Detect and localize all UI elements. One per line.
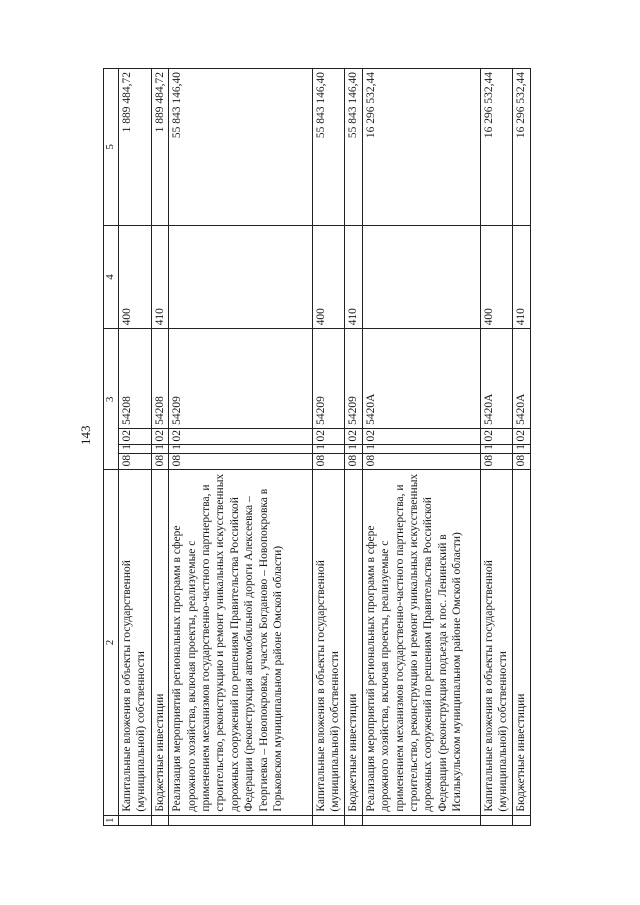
code-part-2: 1 — [151, 445, 169, 453]
code-part-2: 1 — [362, 445, 480, 453]
row-name: Капитальные вложения в объекты государственной (муниципальной) собственности — [312, 470, 345, 815]
row-name: Бюджетные инвестиции — [151, 470, 169, 815]
row-index-cell — [513, 815, 531, 825]
expense-type: 400 — [312, 225, 345, 329]
table-row — [312, 69, 345, 826]
code-part-1: 08 — [362, 453, 480, 470]
row-index-cell — [119, 815, 152, 825]
code-part-3: 02 — [480, 428, 513, 445]
table-row — [345, 69, 363, 826]
sum-value: 16 296 532,44 — [362, 69, 480, 226]
table-row — [151, 69, 169, 826]
code-part-2: 1 — [345, 445, 363, 453]
expense-type — [362, 225, 480, 329]
header-col-1: 1 — [104, 815, 119, 825]
sum-value: 55 843 146,40 — [312, 69, 345, 226]
expense-type: 410 — [345, 225, 363, 329]
expense-type: 410 — [513, 225, 531, 329]
expense-type: 410 — [151, 225, 169, 329]
code-part-4: 54209 — [312, 329, 345, 429]
row-name: Капитальные вложения в объекты государственной (муниципальной) собственности — [480, 470, 513, 815]
code-part-3: 02 — [119, 428, 152, 445]
row-index-cell — [312, 815, 345, 825]
code-part-1: 08 — [151, 453, 169, 470]
code-part-3: 02 — [345, 428, 363, 445]
code-part-3: 02 — [312, 428, 345, 445]
page-number: 143 — [78, 425, 93, 445]
code-part-3: 02 — [169, 428, 312, 445]
row-index-cell — [345, 815, 363, 825]
sum-value: 16 296 532,44 — [480, 69, 513, 226]
sum-value: 55 843 146,40 — [169, 69, 312, 226]
code-part-1: 08 — [119, 453, 152, 470]
row-index-cell — [480, 815, 513, 825]
expense-type: 400 — [119, 225, 152, 329]
table-row — [480, 69, 513, 826]
row-name: Капитальные вложения в объекты государственной (муниципальной) собственности — [119, 470, 152, 815]
code-part-4: 5420А — [513, 329, 531, 429]
code-part-3: 02 — [151, 428, 169, 445]
row-name: Бюджетные инвестиции — [345, 470, 363, 815]
budget-table-container — [103, 68, 531, 826]
table-row — [169, 69, 312, 826]
code-part-4: 54208 — [151, 329, 169, 429]
table-row — [119, 69, 152, 826]
table-row — [513, 69, 531, 826]
code-part-4: 54209 — [345, 329, 363, 429]
row-index-cell — [169, 815, 312, 825]
sum-value: 1 889 484,72 — [151, 69, 169, 226]
code-part-1: 08 — [169, 453, 312, 470]
code-part-2: 1 — [312, 445, 345, 453]
code-part-2: 1 — [119, 445, 152, 453]
code-part-2: 1 — [513, 445, 531, 453]
expense-type: 400 — [480, 225, 513, 329]
row-name: Реализация мероприятий региональных программ в сфере дорожного хозяйства, включая проекты, реализуемые с применением механизмов государственно-частного партнерства, и строительство, реконструкцию и ремонт уникальных искусственных дорожных сооружений по решениям Правительства Российской Федерации (реконструкция подъезда к пос. Ленинский в Исилькульском муниципальном районе Омской области) — [362, 470, 480, 815]
header-col-2: 2 — [104, 470, 119, 815]
code-part-3: 02 — [362, 428, 480, 445]
expense-type — [169, 225, 312, 329]
sum-value: 55 843 146,40 — [345, 69, 363, 226]
code-part-4: 54209 — [169, 329, 312, 429]
table-row — [362, 69, 480, 826]
sum-value: 16 296 532,44 — [513, 69, 531, 226]
row-name: Бюджетные инвестиции — [513, 470, 531, 815]
row-index-cell — [151, 815, 169, 825]
code-part-3: 02 — [513, 428, 531, 445]
code-part-2: 1 — [480, 445, 513, 453]
code-part-1: 08 — [480, 453, 513, 470]
header-col-4: 4 — [104, 225, 119, 329]
header-col-5: 5 — [104, 69, 119, 226]
sum-value: 1 889 484,72 — [119, 69, 152, 226]
row-index-cell — [362, 815, 480, 825]
code-part-1: 08 — [345, 453, 363, 470]
code-part-2: 1 — [169, 445, 312, 453]
code-part-4: 5420А — [362, 329, 480, 429]
code-part-4: 5420А — [480, 329, 513, 429]
code-part-4: 54208 — [119, 329, 152, 429]
header-col-3: 3 — [104, 329, 119, 470]
code-part-1: 08 — [513, 453, 531, 470]
budget-table — [103, 68, 531, 826]
row-name: Реализация мероприятий региональных программ в сфере дорожного хозяйства, включая проекты, реализуемые с применением механизмов государственно-частного партнерства, и строительство, реконструкцию и ремонт уникальных искусственных дорожных сооружений по решениям Правительства Российской Федерации (реконструкция автомобильной дороги Алексеевка – Георгиевка – Новопокровка, участок Богданово – Новопокровка в Горьковском муниципальном районе Омской области) — [169, 470, 312, 815]
code-part-1: 08 — [312, 453, 345, 470]
header-row — [104, 69, 119, 826]
